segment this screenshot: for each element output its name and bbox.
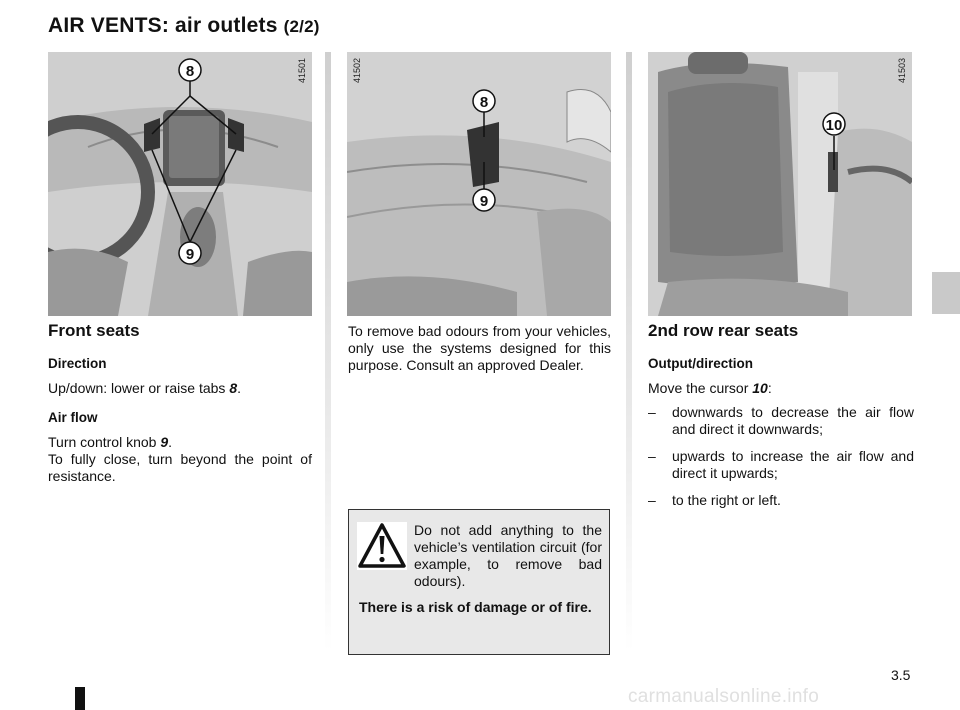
warning-bold-text: There is a risk of damage or of fire. — [359, 599, 592, 615]
warning-triangle-icon — [357, 522, 407, 570]
rear-intro-post: : — [767, 380, 772, 396]
list-item — [648, 448, 914, 482]
page-number: 3.5 — [891, 667, 911, 683]
airflow-text-post: . — [168, 434, 173, 450]
figure-number-left: 41501 — [297, 58, 307, 84]
page-title-suffix: (2/2) — [283, 17, 320, 36]
list-item — [648, 404, 914, 438]
list-item-text: upwards to increase the air flow and direct it upwards; — [672, 448, 914, 481]
callout-10-right-label: 10 — [825, 117, 843, 134]
rear-intro-pre: Move the cursor — [648, 380, 753, 396]
airflow-ref: 9 — [160, 434, 169, 450]
page-title-main: AIR VENTS: air outlets — [48, 14, 278, 37]
list-dash: – — [648, 492, 656, 508]
airflow-text — [48, 434, 312, 485]
rear-intro-ref: 10 — [752, 380, 768, 396]
warning-box — [348, 509, 610, 655]
odour-advice-text: To remove bad odours from your vehicles, only use the systems designed for this purpose. Consult an approved Dealer. — [348, 323, 611, 373]
airflow-text-pre: Turn control knob — [48, 434, 161, 450]
heading-air-flow: Air flow — [48, 410, 98, 425]
direction-ref: 8 — [229, 380, 238, 396]
heading-front-seats: Front seats — [48, 321, 140, 340]
heading-output-direction: Output/direction — [648, 356, 753, 371]
heading-direction: Direction — [48, 356, 107, 371]
callout-9-middle-label: 9 — [479, 193, 489, 210]
callout-8-left-label: 8 — [185, 63, 195, 80]
list-item-text: downwards to decrease the air flow and direct it downwards; — [672, 404, 914, 437]
list-dash: – — [648, 448, 656, 464]
column-separator-2 — [626, 52, 632, 652]
airflow-text-2: To fully close, turn beyond the point of resistance. — [48, 451, 312, 484]
rear-instructions-list — [648, 404, 914, 519]
figure-rear-vent — [648, 52, 912, 316]
list-item-text: to the right or left. — [672, 492, 781, 508]
direction-text — [48, 380, 312, 397]
page-title — [48, 14, 320, 38]
direction-text-post: . — [237, 380, 241, 396]
callout-9-left-label: 9 — [185, 246, 195, 263]
figure-number-middle: 41502 — [352, 58, 362, 84]
figure-side-vent — [347, 52, 611, 316]
column-separator-1 — [325, 52, 331, 652]
heading-rear-seats: 2nd row rear seats — [648, 321, 799, 340]
warning-text: Do not add anything to the vehicle’s ventilation circuit (for example, to remove bad odours). — [414, 522, 602, 589]
direction-text-pre: Up/down: lower or raise tabs — [48, 380, 230, 396]
section-side-tab — [932, 272, 960, 314]
figure-number-right: 41503 — [897, 58, 907, 84]
callout-8-middle-label: 8 — [479, 94, 489, 111]
watermark-text: carmanualsonline.info — [628, 686, 820, 707]
corner-marker — [75, 687, 85, 710]
list-item — [648, 492, 914, 509]
figure-dashboard — [48, 52, 312, 316]
rear-intro-text — [648, 380, 914, 397]
list-dash: – — [648, 404, 656, 420]
